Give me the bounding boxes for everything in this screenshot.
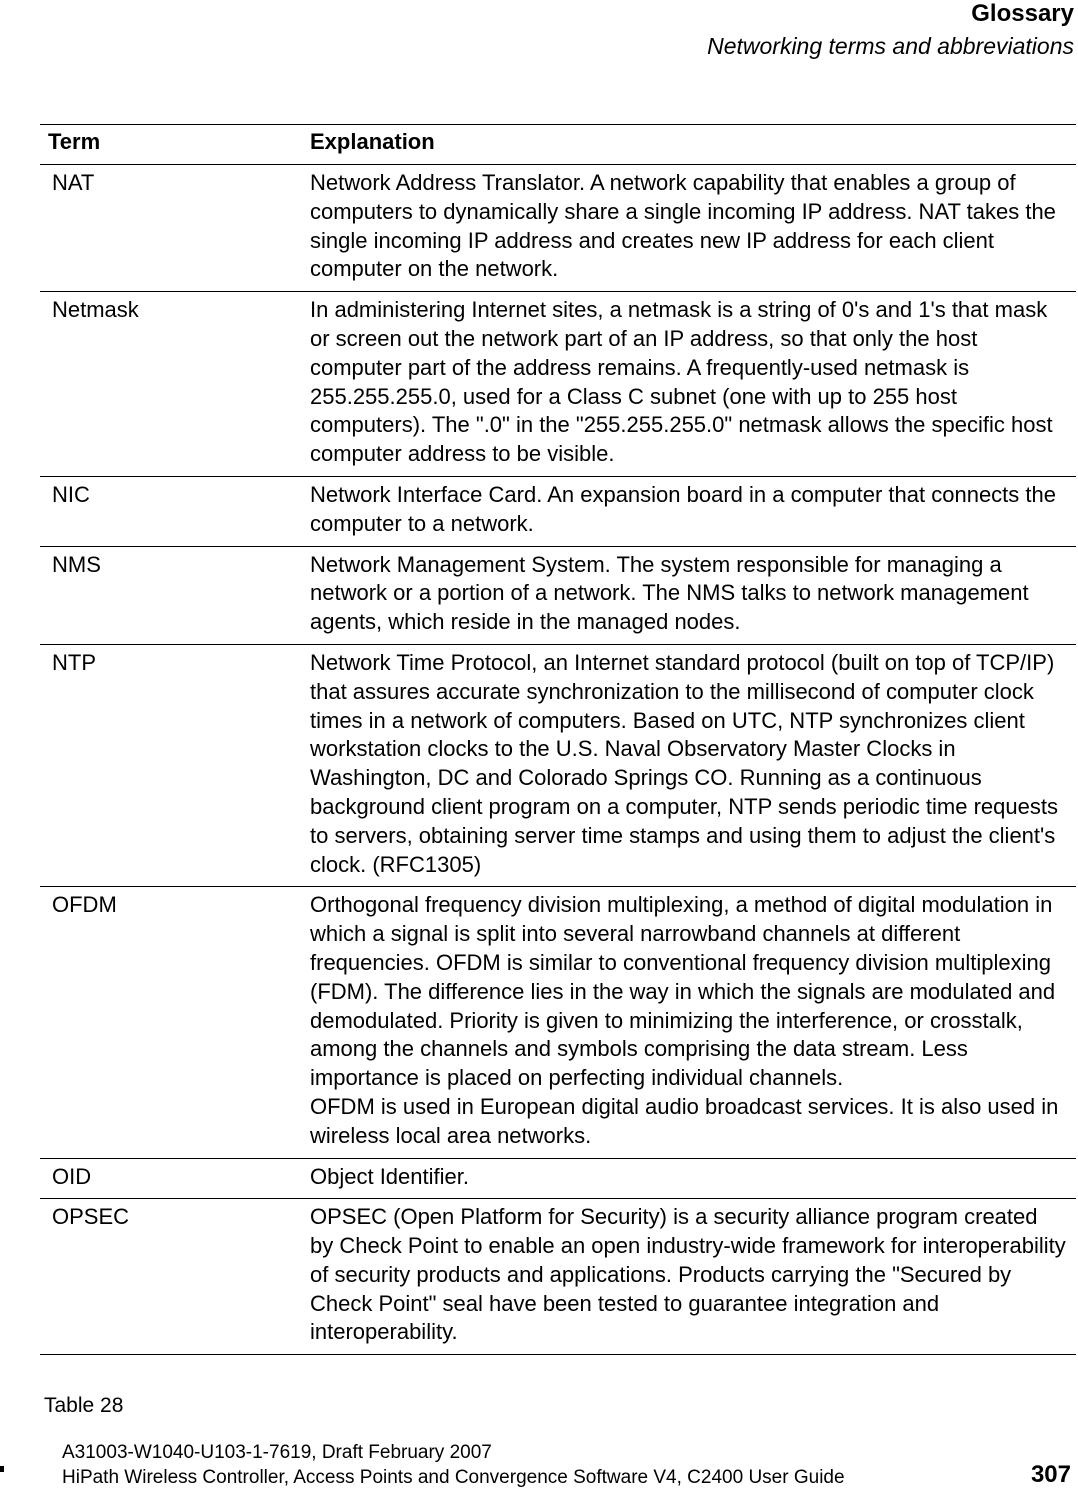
explanation-text: Network Management System. The system responsible for managing a network or a portion of a network. The NMS talks to network management agents, which reside in the managed nodes.: [310, 551, 1029, 635]
term-cell: NTP: [40, 644, 302, 886]
term-cell: NMS: [40, 546, 302, 644]
term-cell: NAT: [40, 165, 302, 292]
page-number: 307: [1030, 1461, 1071, 1488]
footer-guide-title: HiPath Wireless Controller, Access Points and Convergence Software V4, C2400 User Guide: [62, 1467, 845, 1488]
footer-mark: [0, 1466, 4, 1472]
table-row: [40, 1199, 1076, 1355]
explanation-cell: [302, 1158, 1076, 1199]
table-row: [40, 887, 1076, 1158]
glossary-table: [40, 124, 1076, 1355]
term-cell: OPSEC: [40, 1199, 302, 1355]
column-header-explanation: Explanation: [302, 125, 1076, 165]
explanation-cell: [302, 1199, 1076, 1355]
header-title: Glossary: [971, 0, 1074, 27]
table-row: [40, 476, 1076, 546]
term-cell: OFDM: [40, 887, 302, 1158]
explanation-cell: [302, 546, 1076, 644]
explanation-cell: [302, 165, 1076, 292]
explanation-text: OFDM is used in European digital audio broadcast services. It is also used in wireless local area networks.: [310, 1093, 1059, 1148]
term-cell: NIC: [40, 476, 302, 546]
table-row: [40, 644, 1076, 886]
explanation-text: Network Time Protocol, an Internet standard protocol (built on top of TCP/IP) that assures accurate synchronization to the millisecond of computer clock times in a network of computers. Based on UTC, NTP synchronizes client workstation clocks to the U.S. Naval Observatory Master Clocks in Washington, DC and Colorado Springs CO. Running as a continuous background client program on a computer, NTP sends periodic time requests to servers, obtaining server time stamps and using them to adjust the client's clock. (RFC1305): [310, 649, 1058, 877]
table-row: [40, 546, 1076, 644]
header-subtitle: Networking terms and abbreviations: [707, 33, 1074, 59]
term-cell: OID: [40, 1158, 302, 1199]
table-row: [40, 1158, 1076, 1199]
table-row: [40, 292, 1076, 477]
column-header-term: Term: [40, 125, 302, 165]
explanation-cell: [302, 644, 1076, 886]
table-row: [40, 165, 1076, 292]
explanation-text: Orthogonal frequency division multiplexing, a method of digital modulation in which a signal is split into several narrowband channels at different frequencies. OFDM is similar to conventional frequency division multiplexing (FDM). The difference lies in the way in which the signals are modulated and demodulated. Priority is given to minimizing the interference, or crosstalk, among the channels and symbols comprising the data stream. Less importance is placed on perfecting individual channels.: [310, 892, 1056, 1091]
explanation-text: Network Address Translator. A network capability that enables a group of computers to dynamically share a single incoming IP address. NAT takes the single incoming IP address and creates new IP address for each client computer on the network.: [310, 170, 1056, 282]
explanation-text: Object Identifier.: [310, 1163, 469, 1189]
explanation-text: Network Interface Card. An expansion board in a computer that connects the computer to a network.: [310, 481, 1056, 536]
explanation-cell: [302, 292, 1076, 477]
term-cell: Netmask: [40, 292, 302, 477]
table-caption: Table 28: [44, 1394, 124, 1417]
explanation-cell: [302, 476, 1076, 546]
table-header-row: [40, 125, 1076, 165]
page-header: [707, 0, 1074, 61]
explanation-cell: [302, 887, 1076, 1158]
explanation-text: In administering Internet sites, a netmask is a string of 0's and 1's that mask or screen out the network part of an IP address, so that only the host computer part of the address remains. A frequently-used netmask is 255.255.255.0, used for a Class C subnet (one with up to 255 host computers). The ".0" in the "255.255.255.0" netmask allows the specific host computer address to be visible.: [310, 297, 1053, 467]
footer-doc-id: A31003-W1040-U103-1-7619, Draft February 2007: [62, 1442, 492, 1463]
explanation-text: OPSEC (Open Platform for Security) is a security alliance program created by Check Point to enable an open industry-wide framework for interoperability of security products and applications. Products carrying the "Secured by Check Point" seal have been tested to guarantee integration and interoperability.: [310, 1204, 1066, 1345]
glossary-body: [40, 165, 1076, 1355]
